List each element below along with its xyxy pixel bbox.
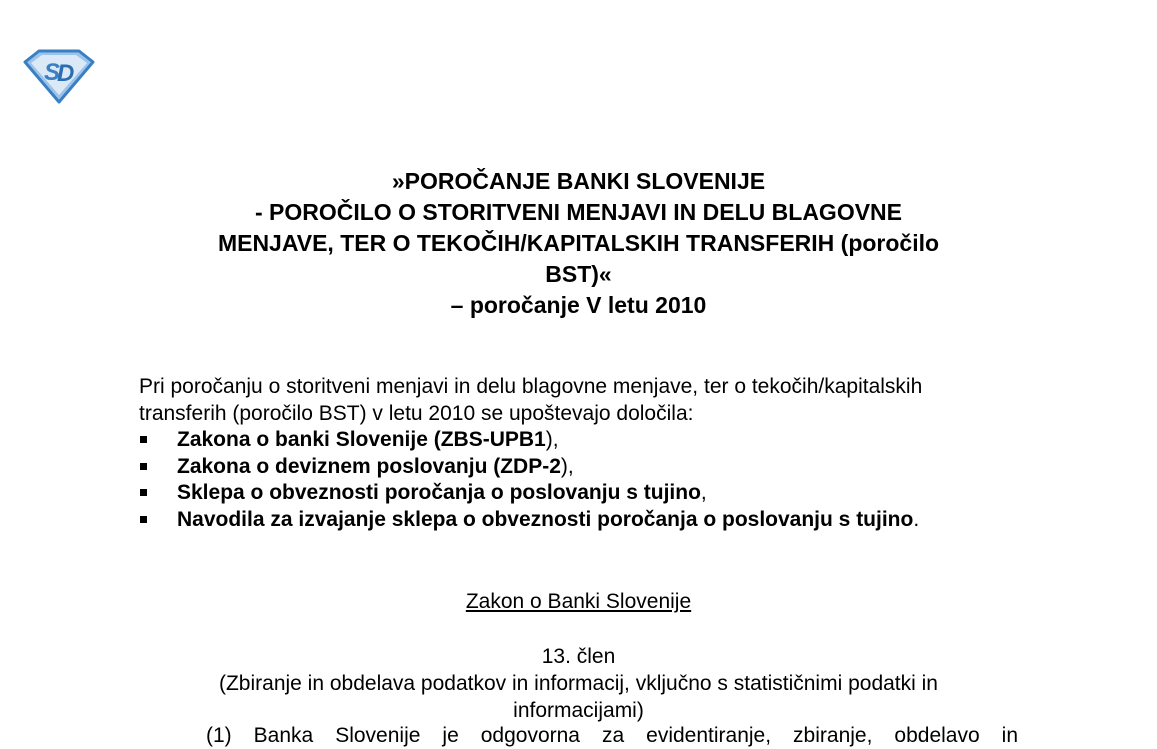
title-line-1: »POROČANJE BANKI SLOVENIJE (391, 168, 766, 194)
list-item-rest: ), (560, 454, 574, 478)
article-paragraph: (1) Banka Slovenije je odgovorna za evidentiranje, zbiranje, obdelavo in (206, 724, 1018, 747)
svg-text:S: S (44, 59, 61, 86)
title-line-2: - POROČILO O STORITVENI MENJAVI IN DELU BLAGOVNE (254, 199, 903, 225)
svg-text:D: D (57, 60, 75, 87)
list-item (139, 454, 1039, 481)
title-line-4: BST)« (545, 261, 612, 287)
regulation-list (139, 427, 1039, 533)
square-bullet-icon (140, 489, 147, 496)
list-item (139, 480, 1039, 507)
intro-line-1: Pri poročanju o storitveni menjavi in delu blagovne menjave, ter o tekočih/kapitalskih (139, 375, 923, 398)
article-header (130, 643, 1027, 724)
article-subtitle-line-1: (Zbiranje in obdelava podatkov in informacij, vključno s statističnimi podatki in (218, 672, 938, 695)
list-item (139, 507, 1039, 534)
title-line-5: – poročanje V letu 2010 (450, 292, 707, 318)
list-item-rest: . (913, 507, 920, 531)
list-item-bold: Navodila za izvajanje sklepa o obveznosti poročanja o poslovanju s tujino (177, 507, 914, 531)
article-subtitle-line-2: informacijami) (513, 699, 644, 722)
square-bullet-icon (140, 463, 147, 470)
list-item-rest: ), (545, 428, 559, 451)
title-line-3: MENJAVE, TER O TEKOČIH/KAPITALSKIH TRANSFERIH (poročilo (217, 230, 940, 256)
list-item-rest: , (700, 481, 707, 504)
list-item-bold: Zakona o banki Slovenije (ZBS-UPB1 (177, 428, 546, 451)
article-number: 13. člen (541, 645, 616, 668)
intro-paragraph (139, 374, 1039, 427)
intro-line-2: transferih (poročilo BST) v letu 2010 se upoštevajo določila: (139, 401, 694, 425)
bank-logo-icon (22, 48, 96, 104)
list-item-bold: Sklepa o obveznosti poročanja o poslovanju s tujino (177, 481, 701, 504)
square-bullet-icon (140, 516, 147, 523)
list-item (139, 427, 1039, 454)
list-item-bold: Zakona o deviznem poslovanju (ZDP-2 (177, 454, 561, 478)
document-title (130, 166, 1027, 321)
square-bullet-icon (140, 436, 147, 443)
section-heading: Zakon o Banki Slovenije (465, 590, 692, 613)
